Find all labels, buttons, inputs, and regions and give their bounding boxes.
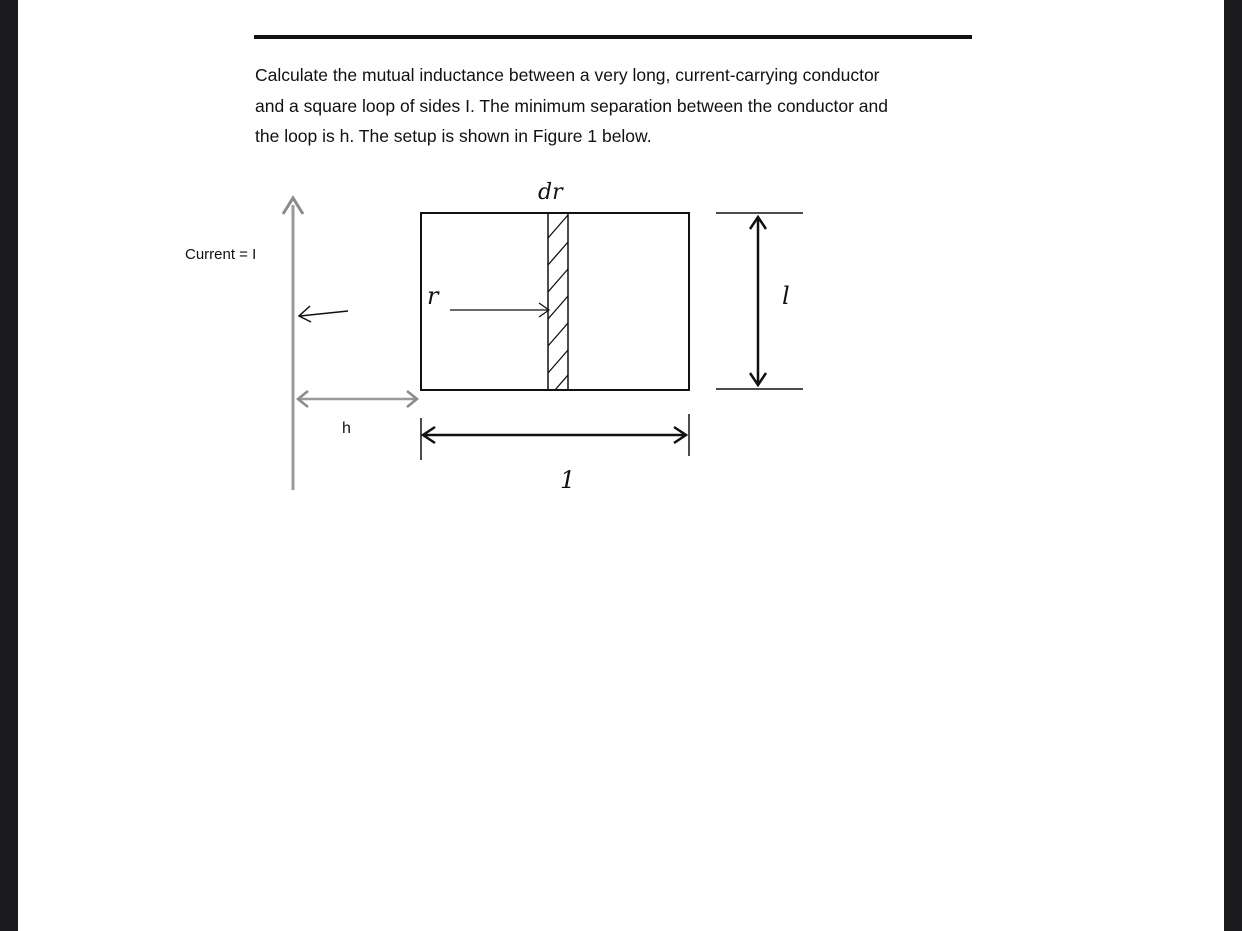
- figure-1: [18, 0, 1224, 931]
- strip-hatch: [548, 269, 568, 292]
- h-label: h: [342, 420, 351, 437]
- dr-label: dr: [538, 180, 563, 205]
- wire-pointer-arrow: [300, 311, 348, 316]
- square-loop: [421, 213, 689, 390]
- strip-hatch: [548, 323, 568, 346]
- strip-hatch: [548, 350, 568, 373]
- document-page: [18, 0, 1224, 931]
- side-length-label-right: l: [782, 282, 790, 310]
- wire-pointer-arrowhead: [299, 306, 311, 322]
- strip-hatch: [555, 375, 568, 390]
- strip-hatch: [548, 296, 568, 319]
- problem-line: and a square loop of sides I. The minimum separation between the conductor and: [255, 95, 888, 116]
- problem-line: Calculate the mutual inductance between a very long, current-carrying conductor: [255, 65, 880, 85]
- strip-hatch: [548, 215, 568, 238]
- r-label: r: [427, 282, 439, 310]
- current-label: Current = I: [185, 246, 257, 263]
- problem-line: the loop is h. The setup is shown in Figure 1 below.: [255, 126, 652, 146]
- strip-hatch: [548, 242, 568, 265]
- side-length-label-bottom: 1: [560, 466, 576, 494]
